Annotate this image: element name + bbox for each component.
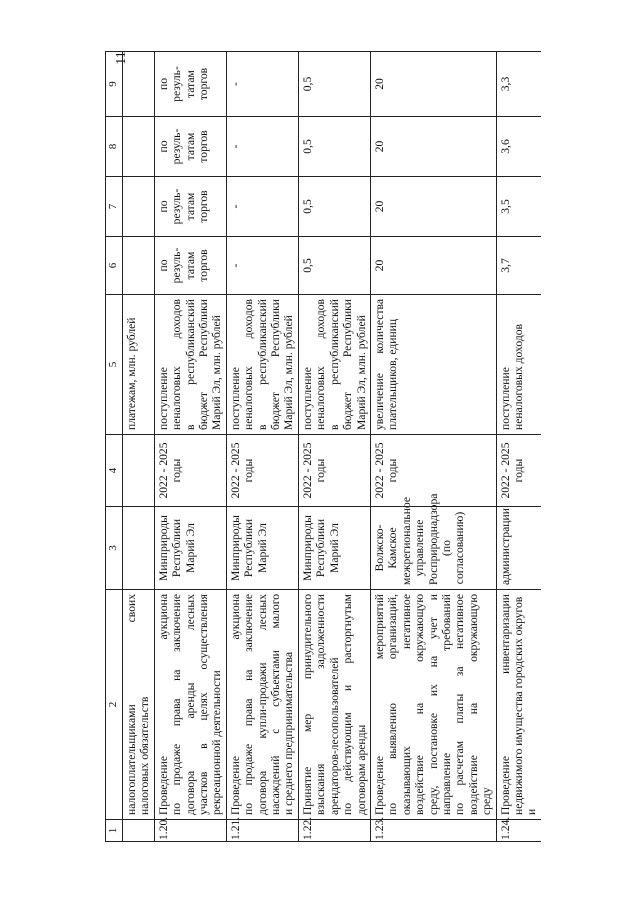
action-cell-line: воздействие на окружающую (466, 594, 480, 815)
header-cell: 2 (106, 590, 123, 820)
executor-cell-line: Росприроднадзора (426, 493, 440, 585)
value-cell (123, 117, 155, 177)
value-cell-line: 3,6 (498, 139, 512, 154)
period-cell (123, 435, 155, 507)
value-cell (370, 237, 496, 295)
value-cell (298, 117, 370, 177)
value-cell-line: - (228, 204, 242, 209)
indicator-cell-line: Марий Эл, млн. рублей (282, 315, 296, 430)
value-cell (154, 52, 226, 117)
action-cell-line: договорам аренды (354, 724, 368, 815)
value-cell-line: татам (183, 132, 197, 161)
table-row (298, 52, 370, 842)
indicator-cell-line: увеличение количества (372, 299, 386, 430)
executor-cell-line: Марий Эл (255, 523, 269, 573)
action-cell: налогоплательщиками своих налоговых обязательств (123, 590, 155, 820)
header-cell: 8 (106, 117, 123, 177)
executor-cell-line: Волжско-Камское (372, 524, 400, 572)
executor-cell (123, 507, 155, 590)
row-number: 1.20. (154, 820, 226, 842)
value-cell-line: торгов (197, 190, 211, 223)
period-cell-line: годы (511, 458, 525, 483)
indicator-cell-line: бюджет Республики (269, 299, 283, 430)
executor-cell (298, 507, 370, 590)
indicator-cell-line: неналоговых доходов (511, 323, 525, 430)
header-cell: 4 (106, 435, 123, 507)
executor-cell-line: Республики (242, 518, 256, 578)
action-cell-line: воздействие на окружающую (413, 594, 427, 815)
value-cell (154, 237, 226, 295)
period-cell-line: 2022 - 2025 (372, 442, 386, 499)
indicator-cell (298, 295, 370, 435)
action-cell-line: арендаторов-лесопользователей (327, 657, 341, 815)
value-cell-line: 3,5 (498, 199, 512, 214)
indicator-cell-line: неналоговых доходов (170, 299, 184, 430)
action-cell-line: по действующим и расторгнутым (341, 594, 355, 815)
value-cell-line: 3,7 (498, 258, 512, 273)
landscape-table-wrapper (105, 52, 575, 842)
action-cell-line: договора купли-продажи лесных (255, 594, 269, 815)
value-cell-line: - (228, 144, 242, 149)
value-cell (226, 52, 298, 117)
executor-cell-line: администрации (498, 508, 512, 585)
action-cell-line: Проведение инвентаризации (498, 594, 512, 815)
value-cell-line: резуль- (170, 66, 184, 102)
action-cell-line: Принятие мер принудительного (300, 594, 314, 815)
value-cell-line: по (156, 200, 170, 213)
action-cell-line: Проведение мероприятий (372, 594, 386, 815)
value-cell-line: резуль- (170, 188, 184, 225)
action-cell-line: среду (480, 787, 494, 815)
value-cell-line: 0,5 (300, 139, 314, 154)
value-cell (298, 237, 370, 295)
action-cell-line: взыскания задолженности (314, 594, 328, 815)
indicator-cell (370, 295, 496, 435)
header-cell: 9 (106, 52, 123, 117)
value-cell-line: торгов (197, 249, 211, 282)
period-cell-line: годы (170, 458, 184, 483)
action-cell-line: участков в целях осуществления (197, 594, 211, 815)
action-cell-line: недвижимого имущества городских округов и (511, 596, 539, 815)
indicator-cell-line: поступление (498, 367, 512, 430)
indicator-cell-line: неналоговых доходов (314, 299, 328, 430)
header-cell: 7 (106, 177, 123, 237)
header-cell: 1 (106, 820, 123, 842)
table-row (226, 52, 298, 842)
executor-cell (226, 507, 298, 590)
action-cell-line: Проведение аукциона (228, 594, 242, 815)
executor-cell-line: Марий Эл (327, 523, 341, 573)
period-cell (496, 435, 541, 507)
value-cell-line: 20 (372, 140, 386, 153)
value-cell (370, 52, 496, 117)
value-cell-line: по (156, 78, 170, 91)
value-cell-line: 3,3 (498, 76, 512, 92)
period-cell-line: годы (386, 458, 400, 483)
num-cell (123, 820, 155, 842)
period-cell-line: 2022 - 2025 (300, 442, 314, 499)
indicator-cell-line: бюджет Республики (197, 299, 211, 430)
header-cell: 5 (106, 295, 123, 435)
indicator-cell-line: Марий Эл, млн. рублей (210, 315, 224, 430)
action-cell-line: рекреационной деятельности (210, 670, 224, 815)
value-cell (154, 177, 226, 237)
value-cell (123, 52, 155, 117)
action-cell-line: среду, постановке их на учет и (426, 594, 440, 815)
period-cell-line: годы (314, 458, 328, 483)
indicator-cell-line: в республиканский (255, 299, 269, 430)
executor-cell-line: Марий Эл (183, 523, 197, 573)
value-cell-line: татам (183, 251, 197, 280)
executor-cell-line: Минприроды (228, 515, 242, 581)
executor-cell (496, 507, 541, 590)
indicator-cell-line: плательщиков, единиц (386, 318, 400, 430)
value-cell (370, 177, 496, 237)
value-cell-line: торгов (197, 130, 211, 163)
value-cell-line: 0,5 (300, 199, 314, 214)
value-cell (226, 177, 298, 237)
action-cell-line: по продаже права на заключение (170, 594, 184, 815)
action-cell (226, 590, 298, 820)
value-cell (123, 177, 155, 237)
executor-cell-line: Минприроды (300, 515, 314, 581)
action-cell (298, 590, 370, 820)
action-cell-line: по расчетам платы за негативное (453, 594, 467, 815)
value-cell-line: по (156, 140, 170, 153)
period-cell (298, 435, 370, 507)
period-cell-line: 2022 - 2025 (156, 442, 170, 499)
executor-cell-line: Республики (314, 518, 328, 578)
indicator-cell-line: неналоговых доходов (242, 299, 256, 430)
period-cell-line: 2022 - 2025 (228, 442, 242, 499)
value-cell-line: торгов (197, 67, 211, 101)
action-cell-line: по выявлению организаций, (386, 594, 400, 815)
value-cell (496, 52, 541, 117)
executor-cell (370, 493, 496, 590)
table-row (154, 52, 226, 842)
action-cell-line: Проведение аукциона (156, 594, 170, 815)
value-cell-line: 0,5 (300, 76, 314, 92)
value-cell-line: по (156, 259, 170, 272)
executor-cell-line: (по согласованию) (439, 511, 467, 585)
value-cell-line: - (228, 263, 242, 268)
continuation-row (123, 52, 155, 842)
indicator-cell: платежам, млн. рублей (123, 295, 155, 435)
row-number: 1.23. (370, 820, 496, 842)
value-cell (298, 52, 370, 117)
header-cell: 6 (106, 237, 123, 295)
action-cell-line: договора аренды лесных (183, 594, 197, 815)
value-cell-line: татам (183, 192, 197, 221)
value-cell-line: татам (183, 70, 197, 98)
row-number: 1.22. (298, 820, 370, 842)
indicator-cell-line: поступление (228, 367, 242, 430)
value-cell-line: 20 (372, 200, 386, 213)
executor-cell-line: Минприроды (156, 515, 170, 581)
indicator-cell-line: в республиканский (183, 299, 197, 430)
measures-table (105, 51, 541, 842)
period-cell-line: 2022 - 2025 (498, 442, 512, 499)
value-cell-line: 0,5 (300, 258, 314, 273)
row-number: 1.21. (226, 820, 298, 842)
table-row (496, 52, 541, 842)
indicator-cell (226, 295, 298, 435)
action-cell-line: направление требований (439, 594, 453, 815)
value-cell (496, 237, 541, 295)
value-cell (298, 177, 370, 237)
value-cell (123, 237, 155, 295)
value-cell (370, 117, 496, 177)
row-number: 1.24. (496, 820, 541, 842)
value-cell-line: - (228, 82, 242, 86)
period-cell (154, 435, 226, 507)
header-row (106, 52, 123, 842)
action-cell-line: оказывающих негативное (399, 594, 413, 815)
value-cell-line: резуль- (170, 247, 184, 284)
value-cell-line: 20 (372, 78, 386, 90)
action-cell (496, 590, 541, 820)
executor-cell-line: межрегиональное (399, 496, 413, 585)
indicator-cell-line: бюджет Республики (341, 299, 355, 430)
executor-cell-line: Республики (170, 518, 184, 578)
indicator-cell (154, 295, 226, 435)
value-cell (226, 117, 298, 177)
indicator-cell-line: Марий Эл, млн. рублей (354, 315, 368, 430)
value-cell-line: резуль- (170, 128, 184, 165)
period-cell (226, 435, 298, 507)
indicator-cell-line: поступление (300, 367, 314, 430)
table-row (370, 52, 496, 842)
action-cell-line: насаждений с субъектами малого (269, 594, 283, 815)
indicator-cell-line: в республиканский (327, 299, 341, 430)
executor-cell-line: управление (413, 519, 427, 577)
header-cell: 3 (106, 507, 123, 590)
action-cell (154, 590, 226, 820)
value-cell (154, 117, 226, 177)
value-cell (496, 177, 541, 237)
page-number: 11 (114, 51, 129, 65)
indicator-cell (496, 295, 541, 435)
action-cell-line: по продаже права на заключение (242, 594, 256, 815)
action-cell-line: и среднего предпринимательства (282, 651, 296, 815)
period-cell-line: годы (242, 458, 256, 483)
value-cell-line: 20 (372, 259, 386, 272)
value-cell (496, 117, 541, 177)
value-cell (226, 237, 298, 295)
action-cell (370, 590, 496, 820)
executor-cell (154, 507, 226, 590)
indicator-cell-line: поступление (156, 367, 170, 430)
